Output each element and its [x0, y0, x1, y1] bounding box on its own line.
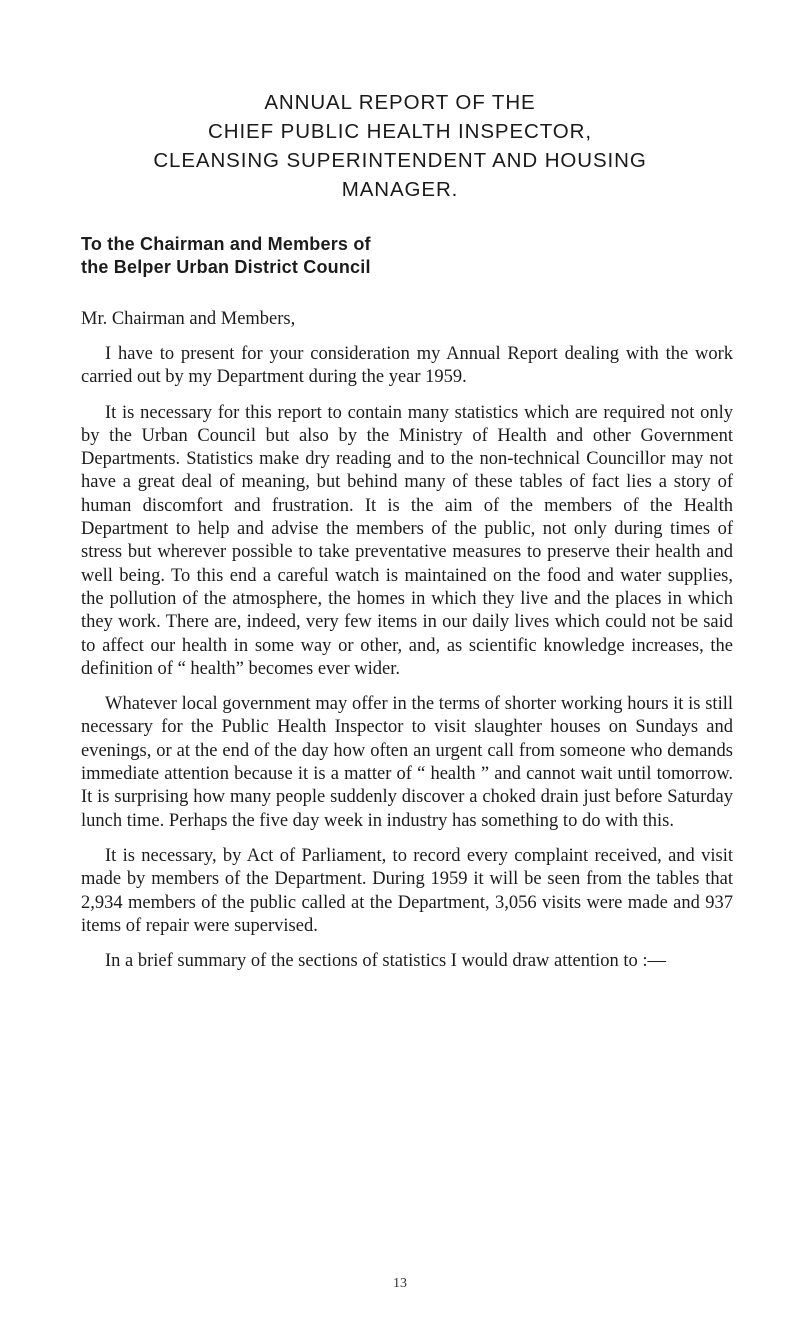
report-heading: [60, 88, 740, 204]
heading-line-1: ANNUAL REPORT OF THE: [264, 91, 536, 114]
addressee-block: [81, 233, 371, 279]
paragraph-summary: In a brief summary of the sections of statistics I would draw attention to :—: [105, 951, 667, 972]
addressee-line-1: To the Chairman and Members of: [81, 234, 371, 254]
heading-line-4: MANAGER.: [341, 178, 459, 201]
heading-line-2: CHIEF PUBLIC HEALTH INSPECTOR,: [208, 120, 592, 143]
heading-line-3: CLEANSING SUPERINTENDENT AND HOUSING: [153, 149, 647, 172]
paragraph-statistics: It is necessary for this report to contain many statistics which are required not only by the Urban Council but also by the Ministry of Health and other Government Departments. Statistics make dry reading and to the non-technical Councillor may not have a great deal of meaning, but behind many of these tables of fact lies a story of human discomfort and frustration. It is the aim of the members of the Health Department to help and advise the members of the public, not only during times of stress but wherever possible to take preventative measures to preserve their health and well being. To this end a careful watch is maintained on the food and water supplies, the pollution of the atmosphere, the homes in which they live and the places in which they work. There are, indeed, very few items in our daily lives which could not be said to affect our health in some way or other, and, as scientific knowledge increases, the definition of “ health” becomes ever wider.: [81, 402, 733, 679]
paragraph-records: It is necessary, by Act of Parliament, to record every complaint received, and visit made by members of the Department. During 1959 it will be seen from the tables that 2,934 members of the public called at the Department, 3,056 visits were made and 937 items of repair were supervised.: [81, 845, 733, 936]
report-body: [81, 343, 733, 985]
paragraph-working-hours: Whatever local government may offer in the terms of shorter working hours it is still necessary for the Public Health Inspector to visit slaughter houses on Sundays and evenings, or at the end of the day how often an urgent call from someone who demands immediate attention because it is a matter of “ health ” and cannot wait until tomorrow. It is surprising how many people suddenly discover a choked drain just before Saturday lunch time. Perhaps the five day week in industry has something to do with this.: [81, 694, 733, 831]
addressee-line-2: the Belper Urban District Council: [81, 257, 371, 277]
salutation: Mr. Chairman and Members,: [81, 309, 296, 329]
paragraph-introduction: I have to present for your consideration my Annual Report dealing with the work carried out by my Department during the year 1959.: [81, 344, 733, 388]
page-number: 13: [393, 1276, 407, 1291]
